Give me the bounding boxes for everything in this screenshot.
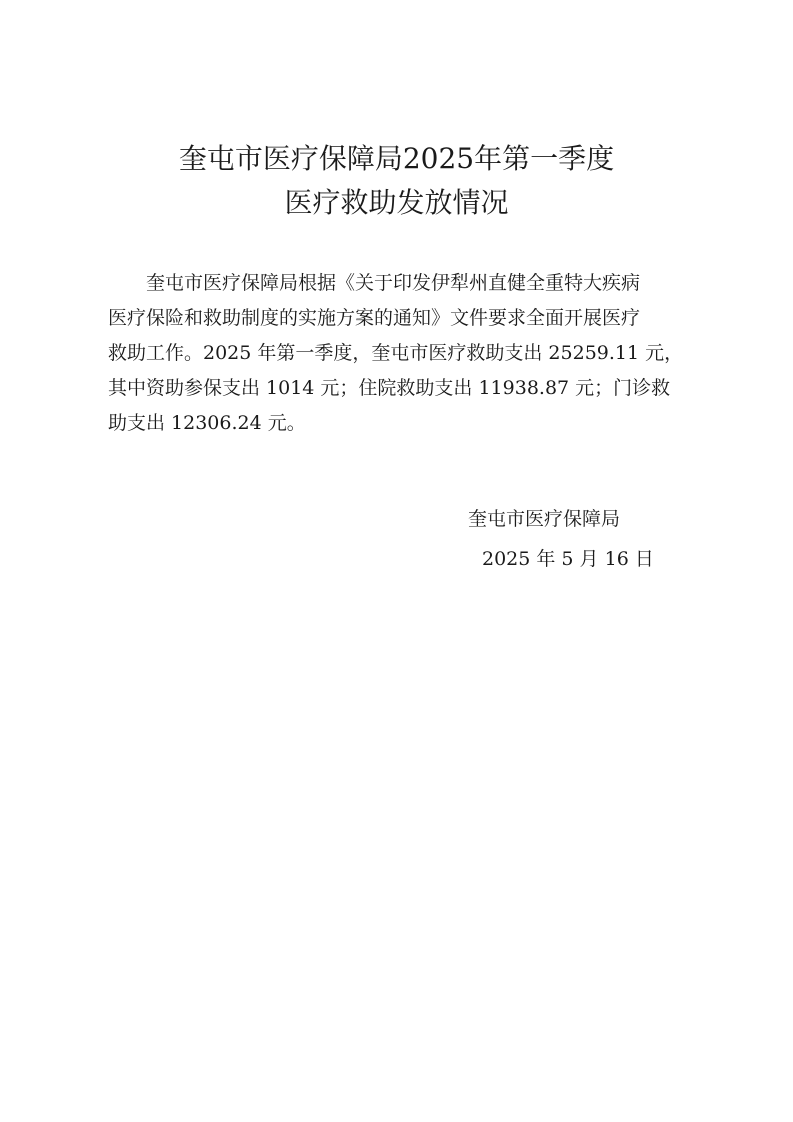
document-body-paragraph — [108, 266, 708, 441]
signature-organization: 奎屯市医疗保障局 — [468, 508, 621, 530]
paragraph-line: 救助工作。2025 年第一季度，奎屯市医疗救助支出 25259.11 元， — [108, 342, 684, 364]
paragraph-line: 助支出 12306.24 元。 — [108, 412, 306, 434]
document-title-line1: 奎屯市医疗保障局2025年第一季度 — [178, 142, 615, 175]
signature-date: 2025 年 5 月 16 日 — [482, 548, 654, 570]
paragraph-line: 其中资助参保支出 1014 元；住院救助支出 11938.87 元；门诊救 — [108, 377, 671, 399]
paragraph-line: 医疗保险和救助制度的实施方案的通知》文件要求全面开展医疗 — [108, 307, 641, 329]
document-title-line2: 医疗救助发放情况 — [284, 186, 509, 219]
paragraph-line: 奎屯市医疗保障局根据《关于印发伊犁州直健全重特大疾病 — [146, 272, 641, 294]
